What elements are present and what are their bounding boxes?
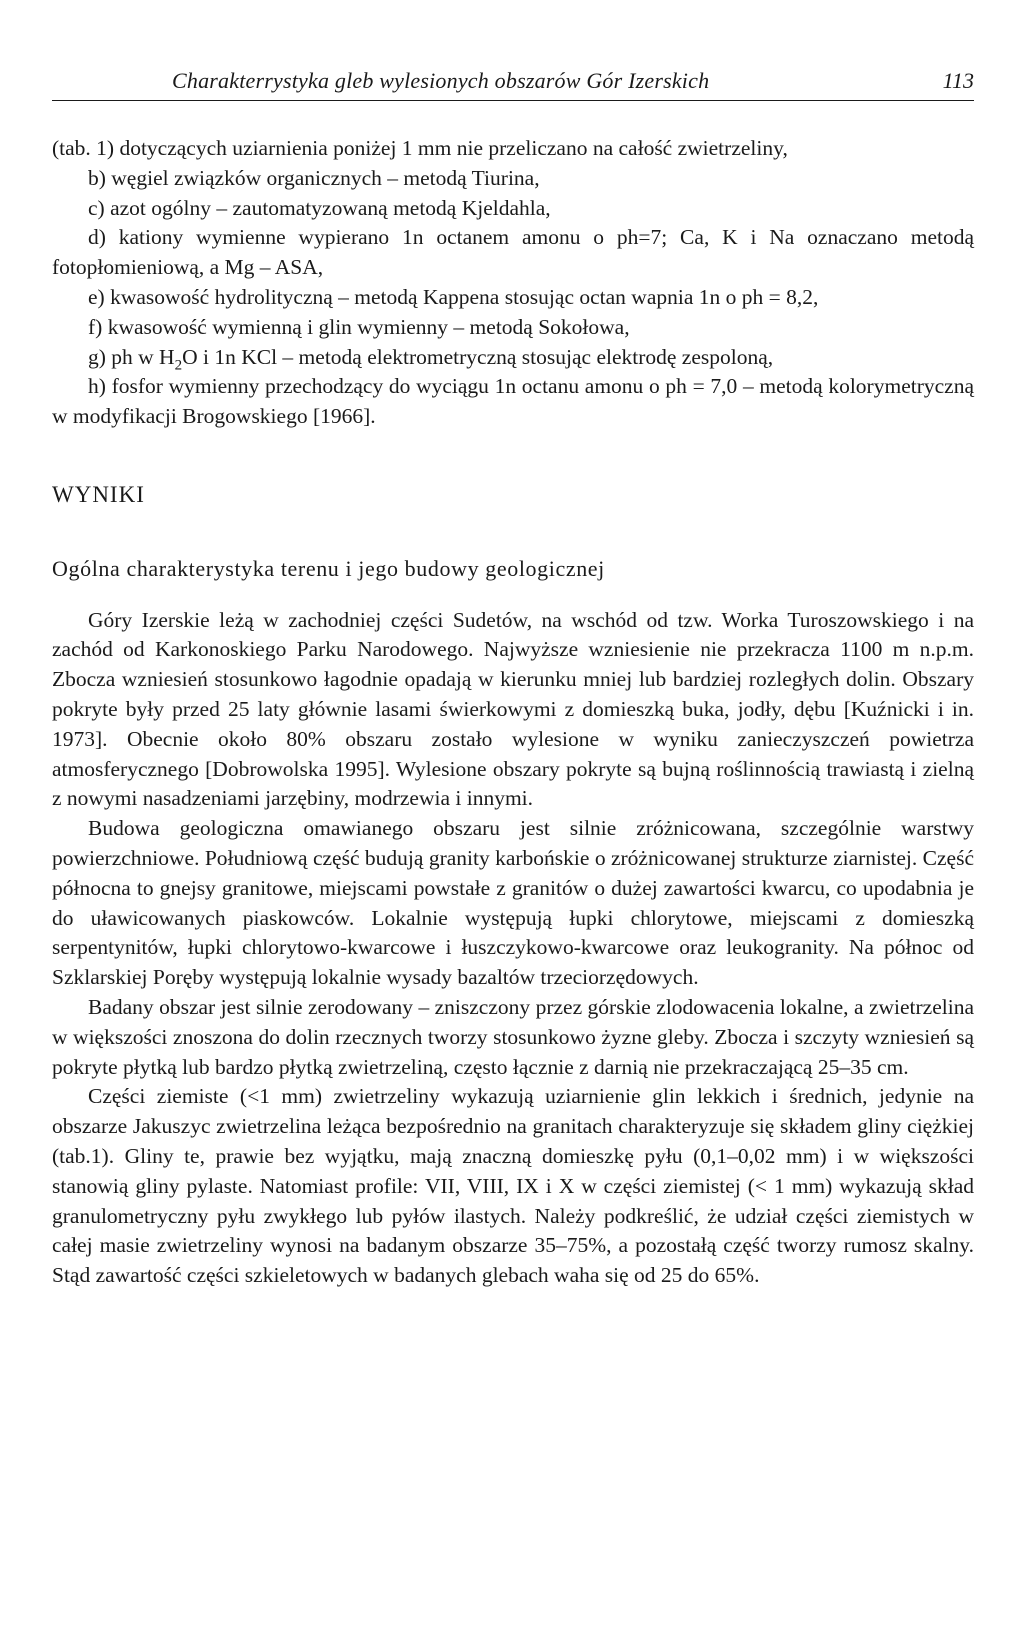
method-item-d: d) kationy wymienne wypierano 1n octanem amonu o ph=7; Ca, K i Na oznaczano metodą fotopłomieniową, a Mg – ASA, xyxy=(52,225,974,280)
method-item-g-text-a: g) ph w H xyxy=(88,344,175,369)
methods-continuation: (tab. 1) dotyczących uziarnienia poniżej 1 mm nie przeliczano na całość zwietrzeliny, xyxy=(52,136,788,160)
running-header xyxy=(52,66,974,101)
paragraph-erosion: Badany obszar jest silnie zerodowany – zniszczony przez górskie zlodowacenia lokalne, a zwietrzelina w większości znoszona do dolin rzecznych tworzy stosunkowo żyzne gleby. Zbocza i szczyty wzniesień są pokryte płytką lub bardzo płytką zwietrzeliną, często łącznie z darnią nie przekraczającą 25–35 cm. xyxy=(52,994,974,1079)
method-item-h: h) fosfor wymienny przechodzący do wyciągu 1n octanu amonu o ph = 7,0 – metodą kolorymetryczną w modyfikacji Brogowskiego [1966]. xyxy=(52,374,974,429)
subsection-title: Ogólna charakterystyka terenu i jego budowy geologicznej xyxy=(52,555,605,581)
paragraph-texture: Części ziemiste (<1 mm) zwietrzeliny wykazują uziarnienie glin lekkich i średnich, jedynie na obszarze Jakuszyc zwietrzelina leżąca bezpośrednio na granitach charakteryzuje się składem gliny ciężkiej (tab.1). Gliny te, prawie bez wyjątku, mają znaczną domieszkę pyłu (0,1–0,02 mm) i w większości stanowią gliny pylaste. Natomiast profile: VII, VIII, IX i X w części ziemistej (< 1 mm) wykazują skład granulometryczny pyłu zwykłego lub pyłów ilastych. Należy podkreślić, że udział części ziemistych w całej masie zwietrzeliny wynosi na badanym obszarze 35–75%, a pozostałą część tworzy rumosz skalny. Stąd zawartość części szkieletowych w badanych glebach waha się od 25 do 65%. xyxy=(52,1084,974,1288)
page-number: 113 xyxy=(942,68,974,93)
section-title: WYNIKI xyxy=(52,481,145,507)
running-title: Charakterrystyka gleb wylesionych obszarów Gór Izerskich xyxy=(172,68,710,93)
method-item-g-text-b: O i 1n KCl – metodą elektrometryczną stosując elektrodę zespoloną, xyxy=(182,344,774,369)
method-item-g-subscript: 2 xyxy=(174,356,183,373)
method-item-e: e) kwasowość hydrolityczną – metodą Kappena stosując octan wapnia 1n o ph = 8,2, xyxy=(88,284,819,309)
page-body xyxy=(52,134,974,1291)
paragraph-geology: Budowa geologiczna omawianego obszaru jest silnie zróżnicowana, szczególnie warstwy powierzchniowe. Południową część budują granity karbońskie o zróżnicowanej strukturze ziarnistej. Część północna to gnejsy granitowe, miejscami powstałe z granitów o dużej zawartości kwarcu, co upodabnia je do uławicowanych piaskowców. Lokalnie występują łupki chlorytowe, miejscami z domieszką serpentynitów, łupki chlorytowo-kwarcowe i łuszczykowo-kwarcowe oraz leukogranity. Na północ od Szklarskiej Poręby występują lokalnie wysady bazaltów trzeciorzędowych. xyxy=(52,816,974,990)
method-item-f: f) kwasowość wymienną i glin wymienny – metodą Sokołowa, xyxy=(88,314,630,339)
method-item-c: c) azot ogólny – zautomatyzowaną metodą Kjeldahla, xyxy=(88,195,551,220)
method-item-g xyxy=(52,343,974,373)
paragraph-location: Góry Izerskie leżą w zachodniej części Sudetów, na wschód od tzw. Worka Turoszowskiego i na zachód od Karkonoskiego Parku Narodowego. Najwyższe wzniesienie nie przekracza 1100 m n.p.m. Zbocza wzniesień stosunkowo łagodnie opadają w kierunku mniej lub bardziej rozległych dolin. Obszary pokryte były przed 25 laty głównie lasami świerkowymi z domieszką buka, jodły, dębu [Kuźnicki i in. 1973]. Obecnie około 80% obszaru zostało wylesione w wyniku zanieczyszczeń powietrza atmosferycznego [Dobrowolska 1995]. Wylesione obszary pokryte są bujną roślinnością trawiastą i zielną z nowymi nasadzeniami jarzębiny, modrzewia i innymi. xyxy=(52,607,974,811)
method-item-b: b) węgiel związków organicznych – metodą Tiurina, xyxy=(88,165,540,190)
